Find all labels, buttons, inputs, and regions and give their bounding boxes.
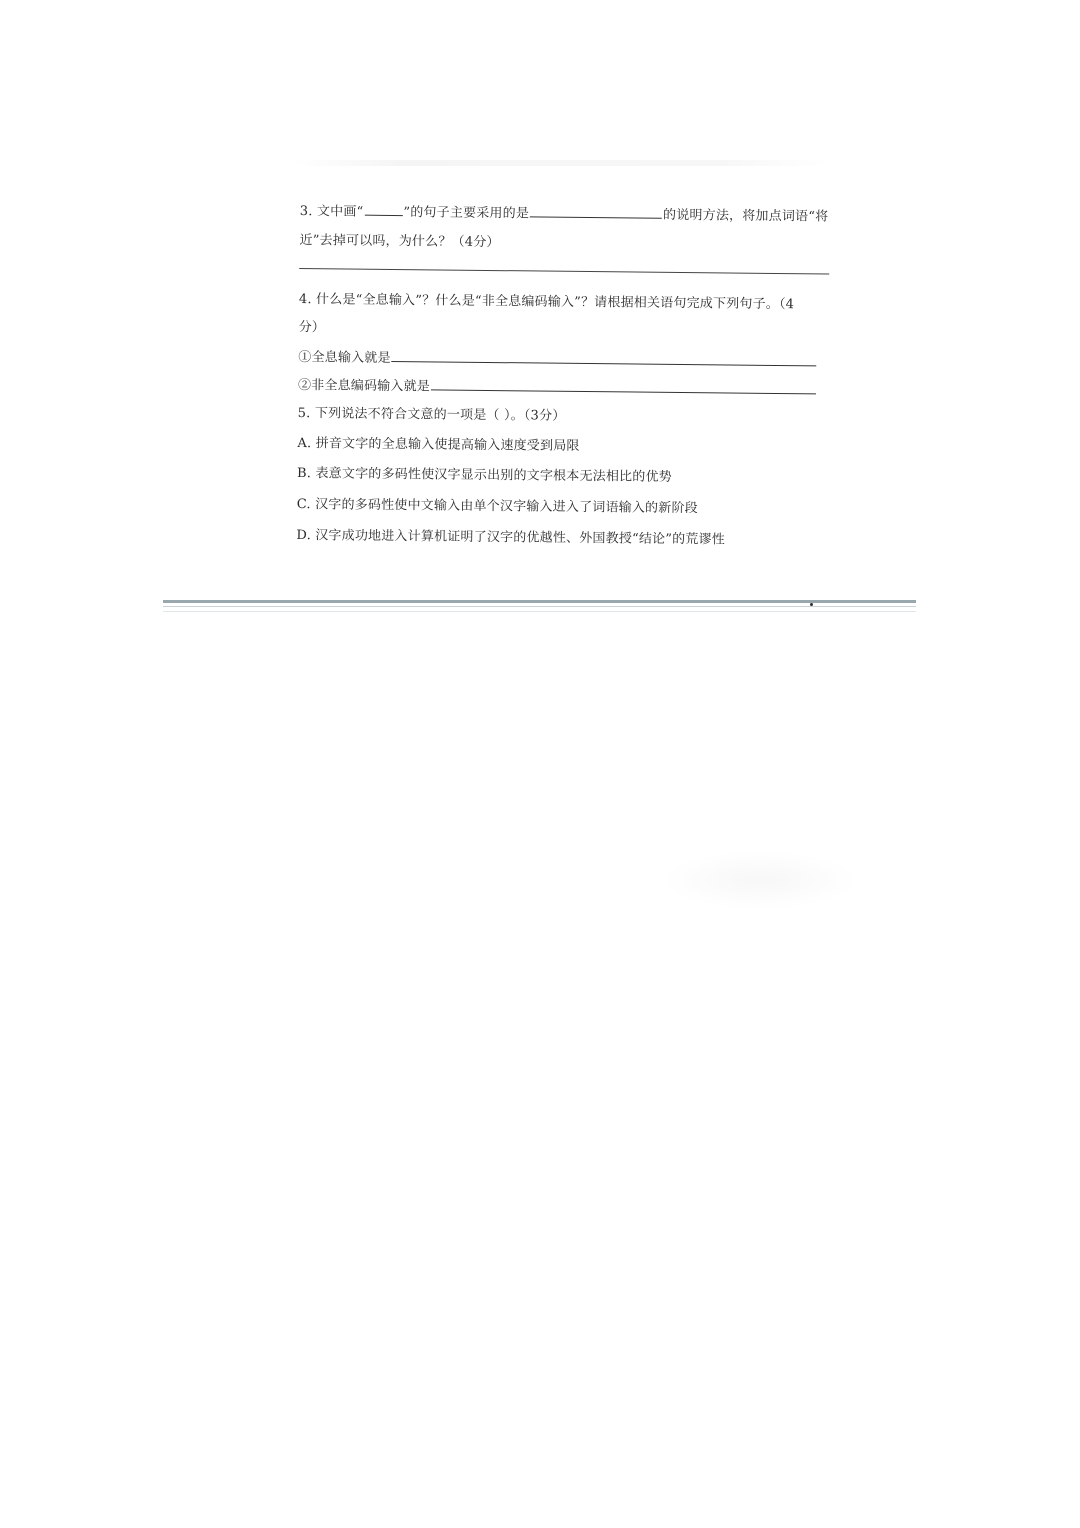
answer-blank-item-2[interactable] — [431, 388, 816, 394]
question-4-item-1 — [298, 346, 818, 370]
option-b[interactable]: B. 表意文字的多码性使汉字显示出别的文字根本无法相比的优势 — [297, 465, 672, 485]
answer-blank-method[interactable] — [530, 215, 662, 218]
question-4-line-2: 分） — [298, 319, 326, 336]
question-4-item-2 — [298, 374, 817, 398]
scan-speck — [810, 603, 813, 606]
answer-blank-item-1[interactable] — [392, 360, 817, 366]
question-4-line-1: 4. 什么是“全息输入”？什么是“非全息编码输入”？请根据相关语句完成下列句子。（4 — [298, 291, 795, 313]
option-a[interactable]: A. 拼音文字的全息输入使提高输入速度受到局限 — [297, 435, 580, 454]
answer-line-q3[interactable] — [299, 268, 829, 275]
question-3-line-1 — [300, 200, 829, 225]
question-3-line-2: 近”去掉可以吗，为什么？（4分） — [299, 232, 500, 251]
question-3-text-a: 3. 文中画“ — [299, 203, 364, 220]
scan-edge-line-3 — [163, 611, 916, 612]
question-3-text-b: ”的句子主要采用的是 — [403, 205, 530, 222]
underline-mark-blank — [364, 214, 402, 216]
question-3-text-c: 的说明方法，将加点词语“将 — [662, 207, 829, 225]
question-sheet — [296, 196, 840, 548]
faint-bleedthrough — [660, 850, 860, 910]
scan-shadow — [290, 160, 830, 166]
item-2-label: ②非全息编码输入就是 — [297, 377, 431, 395]
scan-edge-line-2 — [163, 606, 916, 607]
option-c[interactable]: C. 汉字的多码性使中文输入由单个汉字输入进入了词语输入的新阶段 — [296, 496, 698, 517]
option-d[interactable]: D. 汉字成功地进入计算机证明了汉字的优越性、外国教授“结论”的荒谬性 — [296, 527, 726, 548]
scan-edge-line — [163, 600, 916, 603]
question-5-stem: 5. 下列说法不符合文意的一项是（ ）。（3分） — [297, 405, 566, 424]
item-1-label: ①全息输入就是 — [298, 349, 391, 366]
